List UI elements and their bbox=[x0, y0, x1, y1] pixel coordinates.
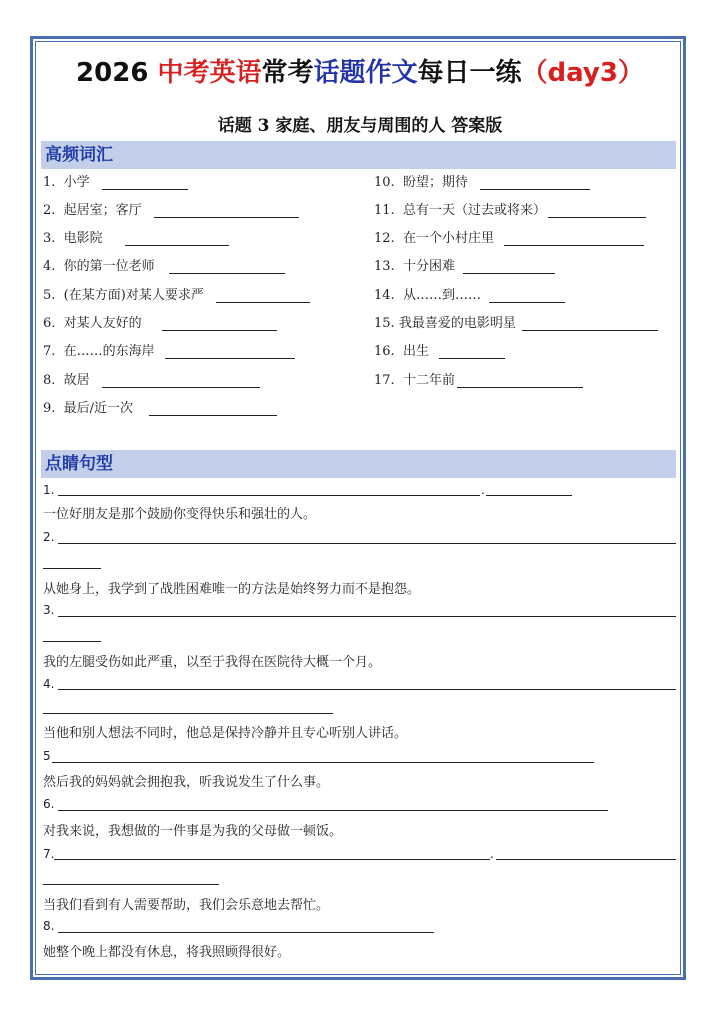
sentence-chinese: 然后我的妈妈就会拥抱我，听我说发生了什么事。 bbox=[43, 775, 330, 790]
sentence-answer-line[interactable] bbox=[58, 689, 676, 690]
sentence-chinese: 她整个晚上都没有休息，将我照顾得很好。 bbox=[43, 945, 291, 960]
sentence-chinese: 对我来说，我想做的一件事是为我的父母做一顿饭。 bbox=[43, 824, 343, 839]
vocab-item: 4. 你的第一位老师 bbox=[43, 255, 285, 274]
answer-blank[interactable] bbox=[504, 232, 644, 246]
vocab-item: 11. 总有一天（过去或将来） bbox=[374, 199, 646, 218]
sentence-number: 2. bbox=[43, 530, 55, 544]
vocab-item: 16. 出生 bbox=[374, 340, 505, 359]
vocab-item: 3. 电影院 bbox=[43, 227, 229, 246]
sentence-answer-line[interactable] bbox=[496, 859, 676, 860]
title-common: 常考 bbox=[261, 58, 314, 88]
sentence-number: 7. bbox=[43, 847, 55, 861]
section-header-sentences: 点睛句型 bbox=[41, 450, 676, 478]
sentence-number: 3. bbox=[43, 603, 55, 617]
answer-blank[interactable] bbox=[489, 289, 565, 303]
vocab-item: 2. 起居室；客厅 bbox=[43, 199, 299, 218]
page-subtitle: 话题 3 家庭、朋友与周围的人 答案版 bbox=[217, 116, 503, 136]
sentence-answer-line[interactable] bbox=[43, 641, 101, 642]
sentence-answer-line[interactable] bbox=[58, 810, 608, 811]
answer-blank[interactable] bbox=[162, 317, 277, 331]
title-daily: 每日一练 bbox=[417, 58, 522, 88]
answer-blank[interactable] bbox=[165, 345, 295, 359]
answer-blank[interactable] bbox=[102, 374, 260, 388]
vocab-item: 9. 最后/近一次 bbox=[43, 397, 277, 416]
answer-blank[interactable] bbox=[154, 204, 299, 218]
vocab-item: 14. 从……到…… bbox=[374, 284, 565, 303]
sentence-answer-line[interactable] bbox=[486, 495, 572, 496]
sentence-chinese: 当我们看到有人需要帮助，我们会乐意地去帮忙。 bbox=[43, 898, 330, 913]
sentence-number: 6. bbox=[43, 797, 55, 811]
sentence-number: 1. bbox=[43, 483, 55, 497]
sentence-answer-line[interactable] bbox=[43, 884, 219, 885]
vocab-item: 13. 十分困难 bbox=[374, 255, 555, 274]
answer-blank[interactable] bbox=[522, 317, 658, 331]
vocab-item: 1. 小学 bbox=[43, 171, 188, 190]
answer-blank[interactable] bbox=[457, 374, 583, 388]
vocab-item: 17. 十二年前 bbox=[374, 369, 583, 388]
answer-blank[interactable] bbox=[548, 204, 646, 218]
sentence-number: 4. bbox=[43, 677, 55, 691]
title-topic-essay: 话题作文 bbox=[313, 58, 418, 88]
vocab-item: 12. 在一个小村庄里 bbox=[374, 227, 644, 246]
title-year: 2026 bbox=[76, 58, 158, 88]
sentence-chinese: 一位好朋友是那个鼓励你变得快乐和强壮的人。 bbox=[43, 507, 317, 522]
answer-blank[interactable] bbox=[463, 260, 555, 274]
answer-blank[interactable] bbox=[169, 260, 285, 274]
page-title bbox=[0, 52, 720, 89]
title-exam: 中考英语 bbox=[157, 58, 262, 88]
sentence-period: . bbox=[481, 483, 485, 497]
sentence-answer-line[interactable] bbox=[43, 713, 333, 714]
answer-blank[interactable] bbox=[439, 345, 505, 359]
sentence-answer-line[interactable] bbox=[58, 616, 676, 617]
sentence-chinese: 从她身上，我学到了战胜困难唯一的方法是始终努力而不是抱怨。 bbox=[43, 582, 421, 597]
sentence-answer-line[interactable] bbox=[52, 762, 594, 763]
answer-blank[interactable] bbox=[102, 176, 188, 190]
sentence-chinese: 我的左腿受伤如此严重，以至于我得在医院待大概一个月。 bbox=[43, 655, 382, 670]
sentence-answer-line[interactable] bbox=[54, 859, 490, 860]
sentence-answer-line[interactable] bbox=[58, 932, 434, 933]
answer-blank[interactable] bbox=[480, 176, 590, 190]
vocab-item: 5. (在某方面)对某人要求严 bbox=[43, 284, 310, 303]
vocab-item: 7. 在……的东海岸 bbox=[43, 340, 295, 359]
answer-blank[interactable] bbox=[216, 289, 310, 303]
sentence-answer-line[interactable] bbox=[58, 495, 480, 496]
sentence-period: . bbox=[490, 847, 494, 861]
sentence-answer-line[interactable] bbox=[58, 543, 676, 544]
section-header-vocab: 高频词汇 bbox=[41, 141, 676, 169]
vocab-item: 15. 我最喜爱的电影明星 bbox=[374, 312, 658, 331]
answer-blank[interactable] bbox=[149, 402, 277, 416]
sentence-answer-line[interactable] bbox=[43, 568, 101, 569]
vocab-item: 8. 故居 bbox=[43, 369, 260, 388]
title-day: （day3） bbox=[521, 58, 644, 88]
vocab-item: 10. 盼望；期待 bbox=[374, 171, 590, 190]
vocab-item: 6. 对某人友好的 bbox=[43, 312, 277, 331]
sentence-chinese: 当他和别人想法不同时，他总是保持冷静并且专心听别人讲话。 bbox=[43, 726, 408, 741]
sentence-number: 5 bbox=[43, 749, 51, 763]
sentence-number: 8. bbox=[43, 919, 55, 933]
answer-blank[interactable] bbox=[125, 232, 229, 246]
